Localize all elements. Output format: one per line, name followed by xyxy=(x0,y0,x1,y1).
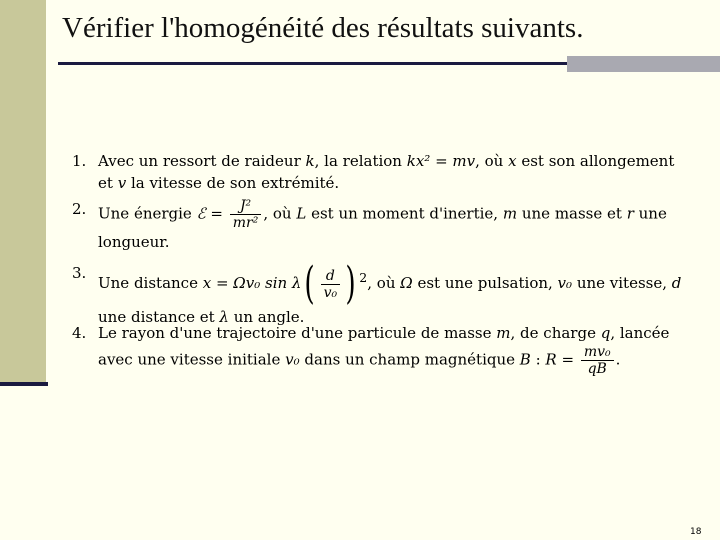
left-decorative-bar xyxy=(0,0,46,382)
item-line: Avec un ressort de raideur k, la relation kx² = mv, où x est son allongement xyxy=(98,152,675,170)
item-line: et v la vitesse de son extrémité. xyxy=(98,174,340,192)
item-line: Le rayon d'une trajectoire d'une particule de masse m, de charge q, lancée xyxy=(98,324,670,342)
item-number: 2. xyxy=(72,200,87,218)
left-bar-underline xyxy=(0,382,48,386)
item-line: une distance et λ un angle. xyxy=(98,308,305,326)
item-number: 4. xyxy=(72,324,87,342)
list-item-2 xyxy=(72,198,696,250)
item-number: 3. xyxy=(72,264,87,282)
item-line: Une énergie ℰ = $\frac{\text{J²}}{\text{mr²}}$ , où L est un moment d'inertie, m une masse et r une xyxy=(98,198,667,231)
equation: kx² = mv xyxy=(406,152,476,170)
fraction: $\frac{\text{mv₀}}{qB}$ xyxy=(581,344,614,377)
slide-title: Vérifier l'homogénéité des résultats suivants. xyxy=(62,12,584,44)
right-paren: ) xyxy=(345,258,356,309)
exponent: 2 xyxy=(359,270,368,285)
list-item-4 xyxy=(72,322,696,377)
title-accent-block xyxy=(567,56,720,72)
fraction: $\frac{d}{\text{v₀}}$ xyxy=(321,268,341,301)
list-item-3 xyxy=(72,258,696,326)
item-number: 1. xyxy=(72,152,87,170)
exercise-list xyxy=(72,150,696,377)
page-number: 18 xyxy=(690,527,702,537)
fraction: $\frac{\text{J²}}{\text{mr²}}$ xyxy=(230,198,262,231)
title-rule xyxy=(58,62,570,65)
left-paren: ( xyxy=(304,258,316,309)
item-line: Une distance x = Ωv₀ sin λ( $\frac{d}{\text{v₀}}$ ) $^2$, où Ω est une pulsation, v₀ une vitesse, d xyxy=(98,258,682,309)
item-line: avec une vitesse initiale v₀ dans un champ magnétique B : R = $\frac{\text{mv₀}}{qB}$ . xyxy=(98,344,621,377)
list-item-1 xyxy=(72,150,696,196)
item-line: longueur. xyxy=(98,233,170,251)
